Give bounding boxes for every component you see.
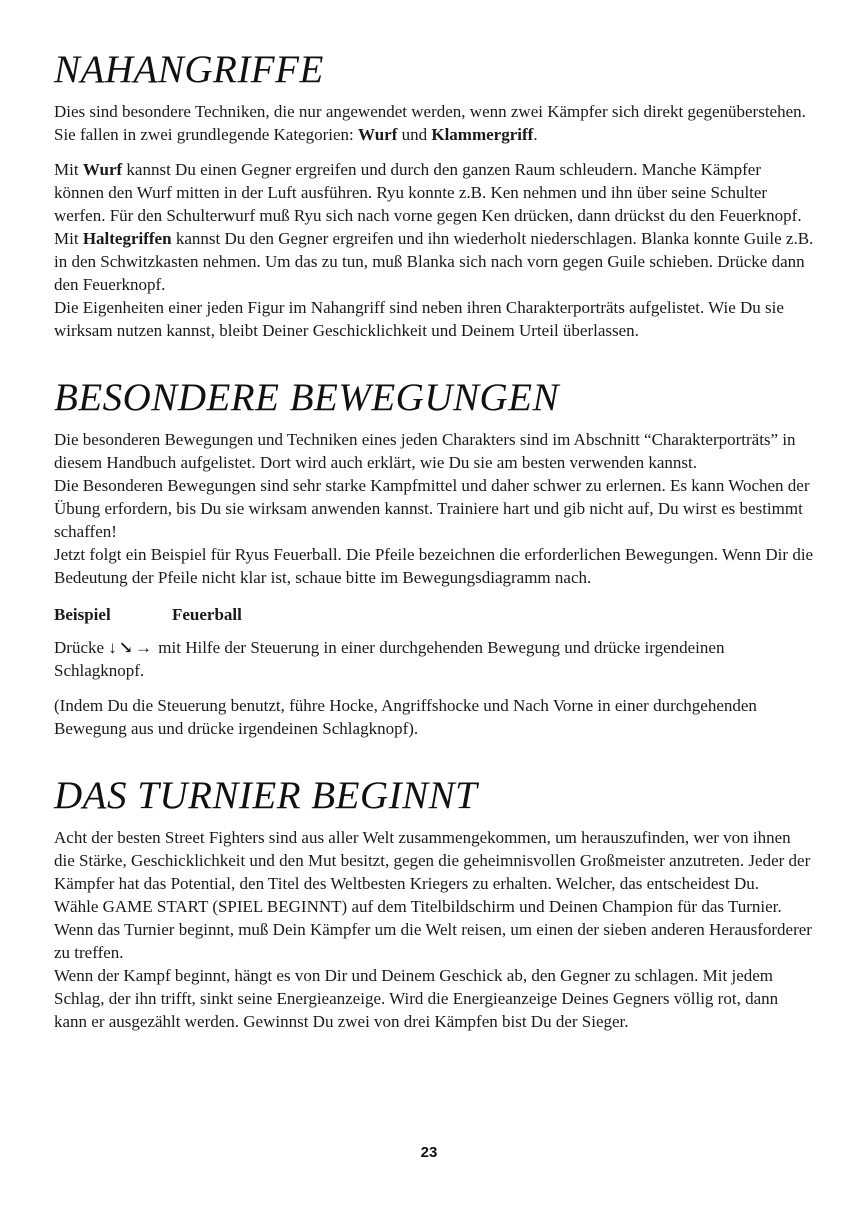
example-label: Beispiel [54,605,111,624]
text: Drücke [54,638,109,657]
paragraph [54,636,814,682]
text: mit Hilfe der Steuerung in einer durchgehenden Bewegung und drücke irgendeinen Schlagknopf. [54,638,725,680]
heading-das-turnier-beginnt: DAS TURNIER BEGINNT [54,774,478,817]
bold-term: Klammergriff [431,125,534,144]
paragraph: Wähle GAME START (SPIEL BEGINNT) auf dem Titelbildschirm und Deinen Champion für das Turnier. Wenn das Turnier beginnt, muß Dein Kämpfer um die Welt reisen, um einen der sieben anderen Herausforderer zu treffen. [54,897,812,962]
paragraph: Acht der besten Street Fighters sind aus aller Welt zusammengekommen, um herauszufinden, wer von ihnen die Stärke, Geschicklichkeit und den Mut besitzt, gegen die geheimnisvollen Großmeister anzutreten. Jeder der Kämpfer hat das Potential, den Titel des Weltbesten Kriegers zu erhalten. Welcher, das entscheidest Du. [54,828,811,893]
text: kannst Du den Gegner ergreifen und ihn wiederholt niederschlagen. Blanka konnte Guile z.B. in den Schwitzkasten nehmen. Um das zu tun, muß Blanka sich nach vorn gegen Guile schieben. Drücke dann den Feuerknopf. [54,229,814,294]
bold-term: Wurf [358,125,398,144]
text: kannst Du einen Gegner ergreifen und durch den ganzen Raum schleudern. Manche Kämpfer können den Wurf mitten in der Luft ausführen. Ryu konnte z.B. Ken nehmen und ihn über seine Schulter werfen. Für den Schulterwurf muß Ryu sich nach vorne gegen Ken drücken, dann drückst du den Feuerknopf. [54,160,802,225]
paragraph [54,100,814,146]
heading-besondere-bewegungen: BESONDERE BEWEGUNGEN [54,376,560,419]
paragraph [54,227,814,296]
text: . [533,125,538,144]
paragraph: Jetzt folgt ein Beispiel für Ryus Feuerball. Die Pfeile bezeichnen die erforderlichen Bewegungen. Wenn Dir die Bedeutung der Pfeile nicht klar ist, schaue bitte im Bewegungsdiagramm nach. [54,545,814,587]
text: Dies sind besondere Techniken, die nur angewendet werden, wenn zwei Kämpfer sich direkt gegenüberstehen. Sie fallen in zwei grundlegende Kategorien: [54,102,806,144]
example-name: Feuerball [172,605,242,624]
paragraph: Die Besonderen Bewegungen sind sehr starke Kampfmittel und daher schwer zu erlernen. Es kann Wochen der Übung erfordern, bis Du sie wirksam anwenden kannst. Trainiere hart und gib nicht auf, Du wirst es bestimmt schaffen! [54,476,810,541]
paragraph: Die besonderen Bewegungen und Techniken eines jeden Charakters sind im Abschnitt “Charakterporträts” in diesem Handbuch aufgelistet. Dort wird auch erklärt, wie Du sie am besten verwenden kannst. [54,430,796,472]
heading-nahangriffe: NAHANGRIFFE [54,48,324,91]
text: Mit [54,229,83,248]
paragraph: (Indem Du die Steuerung benutzt, führe Hocke, Angriffshocke und Nach Vorne in einer durchgehenden Bewegung aus und drücke irgendeinen Schlagknopf). [54,696,757,738]
paragraph [54,158,814,227]
text: und [397,125,432,144]
manual-page [54,40,814,1033]
bold-term: Haltegriffen [82,229,172,248]
text: Mit [54,160,83,179]
paragraph: Die Eigenheiten einer jeden Figur im Nahangriff sind neben ihren Charakterporträts aufgelistet. Wie Du sie wirksam nutzen kannst, bleibt Deiner Geschicklichkeit und Deinem Urteil überlassen. [54,298,784,340]
paragraph: Wenn der Kampf beginnt, hängt es von Dir und Deinem Geschick ab, den Gegner zu schlagen. Mit jedem Schlag, der ihn trifft, sinkt seine Energieanzeige. Wird die Energieanzeige Deines Gegners völlig rot, dann kann er ausgezählt werden. Gewinnst Du zwei von drei Kämpfen bist Du der Sieger. [54,966,779,1031]
direction-arrows-icon: ↓↘→ [108,638,155,657]
example-header [54,603,814,626]
page-number: 23 [420,1144,438,1161]
bold-term: Wurf [82,160,123,179]
